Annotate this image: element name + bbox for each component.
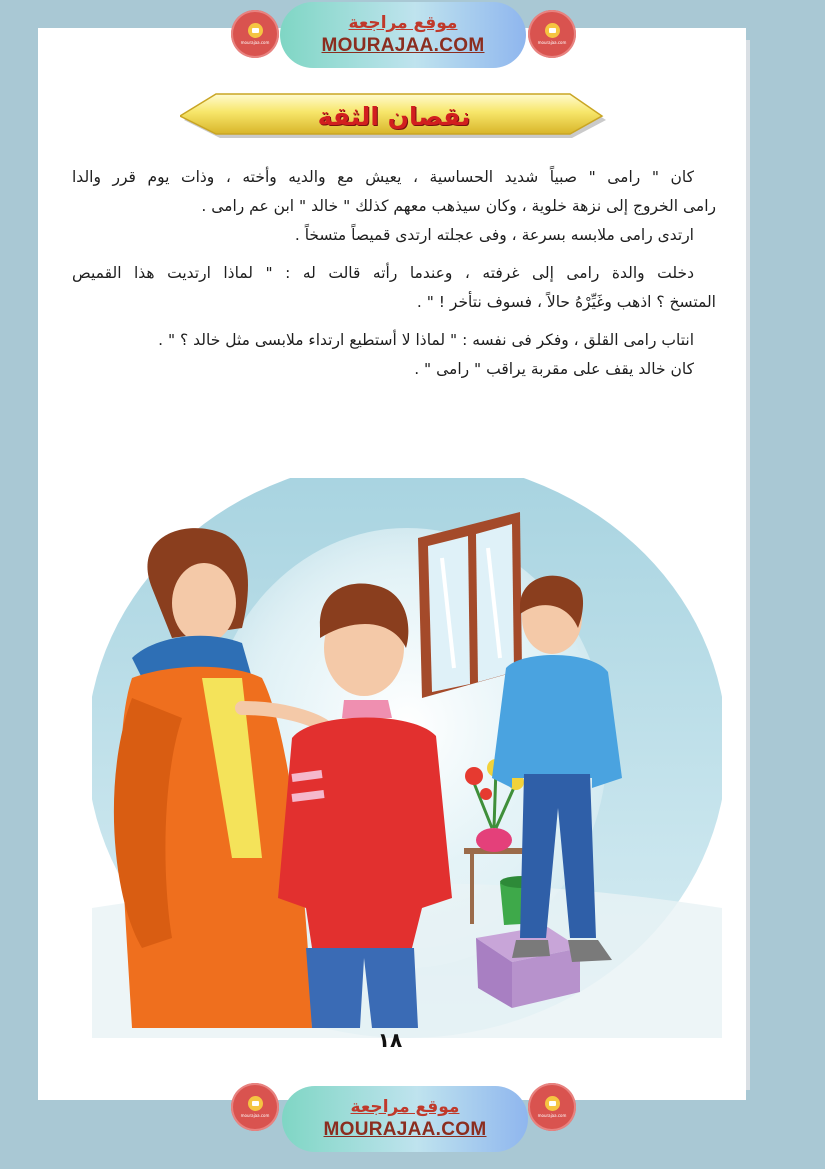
story-illustration: [92, 478, 722, 1038]
site-badge-top[interactable]: [280, 2, 526, 68]
story-line: ارتدى رامى ملابسه بسرعة ، وفى عجلته ارتدى قميصاً متسخاً .: [294, 226, 694, 244]
title-banner: [180, 90, 608, 142]
site-logo-icon[interactable]: mourajaa.com: [231, 1083, 279, 1131]
site-name-en[interactable]: MOURAJAA.COM: [323, 1119, 487, 1140]
story-line: كان " رامى " صبياً شديد الحساسية ، يعيش مع والديه وأخته ، وذات يوم قرر والدا: [72, 168, 694, 186]
site-logo-icon[interactable]: mourajaa.com: [528, 1083, 576, 1131]
site-name-ar[interactable]: موقع مراجعة: [348, 13, 458, 33]
story-line: المتسخ ؟ اذهب وغَيِّرْهُ حالاً ، فسوف نتأخر ! " .: [416, 293, 716, 311]
site-logo-icon[interactable]: mourajaa.com: [528, 10, 576, 58]
site-name-ar[interactable]: موقع مراجعة: [350, 1097, 460, 1117]
page-edge: [746, 40, 750, 1090]
story-text: [72, 163, 716, 384]
story-line: دخلت والدة رامى إلى غرفته ، وعندما رأته قالت له : " لماذا ارتديت هذا القميص: [72, 264, 694, 282]
story-line: كان خالد يقف على مقربة يراقب " رامى " .: [414, 360, 694, 378]
story-line: رامى الخروج إلى نزهة خلوية ، وكان سيذهب معهم كذلك " خالد " ابن عم رامى .: [201, 197, 716, 215]
story-line: انتاب رامى القلق ، وفكر فى نفسه : " لماذا لا أستطيع ارتداء ملابسى مثل خالد ؟ " .: [158, 331, 694, 349]
site-logo-icon[interactable]: mourajaa.com: [231, 10, 279, 58]
site-badge-bottom[interactable]: [282, 1086, 528, 1152]
page-number: ١٨: [377, 1028, 403, 1052]
story-title: نقصان الثقة: [317, 101, 471, 131]
site-name-en[interactable]: MOURAJAA.COM: [321, 35, 485, 56]
